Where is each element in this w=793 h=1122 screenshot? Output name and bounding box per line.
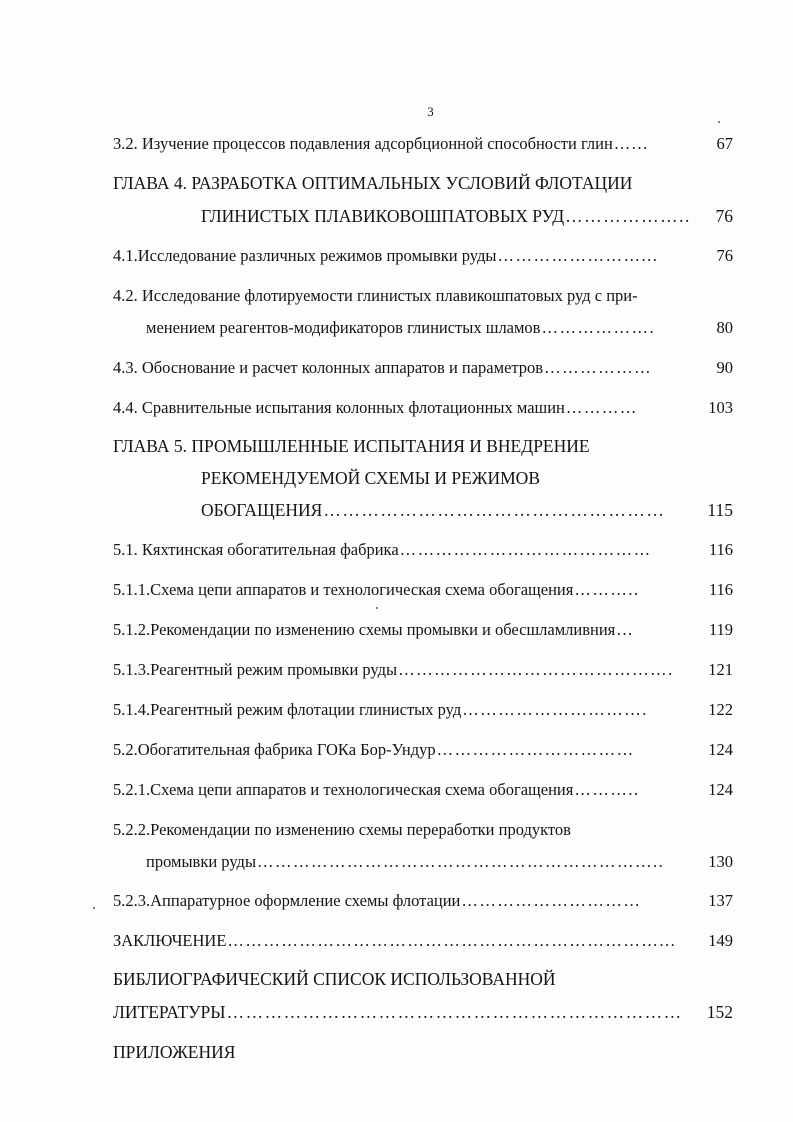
toc-chapter-title: ГЛИНИСТЫХ ПЛАВИКОВОШПАТОВЫХ РУД — [201, 206, 565, 226]
toc-page-number: 116 — [708, 540, 733, 559]
toc-leader: … — [616, 620, 635, 639]
toc-bibliography-line-1 — [113, 969, 556, 989]
toc-page-number: 119 — [708, 620, 733, 639]
toc-leader: ………………………………………. — [398, 660, 674, 679]
toc-page-number: 137 — [708, 891, 733, 910]
toc-entry-5-1-3 — [113, 660, 733, 680]
toc-entry-title: 5.2.3.Аппаратурное оформление схемы флотации — [113, 891, 461, 910]
toc-entry-title: 5.1.4.Реагентный режим флотации глинистых руд — [113, 700, 462, 719]
toc-entry-title: ЗАКЛЮЧЕНИЕ — [113, 931, 227, 950]
toc-entry-5-1-2 — [113, 620, 733, 640]
toc-chapter-title: ЛИТЕРАТУРЫ — [113, 1002, 226, 1022]
toc-bibliography-line-2 — [113, 1002, 733, 1022]
toc-entry-title: промывки руды — [146, 852, 257, 871]
toc-chapter-title: ГЛАВА 4. РАЗРАБОТКА ОПТИМАЛЬНЫХ УСЛОВИЙ ФЛОТАЦИИ — [113, 173, 633, 193]
toc-entry-title: 4.4. Сравнительные испытания колонных флотационных машин — [113, 398, 565, 417]
toc-page-number: 116 — [708, 580, 733, 599]
toc-page-number: 115 — [707, 500, 733, 520]
toc-entry-4-1 — [113, 246, 733, 266]
toc-entry-5-2-3 — [113, 891, 733, 911]
toc-chapter-title: РЕКОМЕНДУЕМОЙ СХЕМЫ И РЕЖИМОВ — [201, 468, 540, 488]
toc-leader: ……………………... — [497, 246, 659, 265]
toc-entry-title: 5.1.2.Рекомендации по изменению схемы промывки и обесшламливния — [113, 620, 616, 639]
toc-page-number: 124 — [708, 780, 733, 799]
toc-entry-title: 5.2.2.Рекомендации по изменению схемы переработки продуктов — [113, 820, 571, 839]
toc-leader: ………………………… — [461, 891, 642, 910]
toc-entry-title: 4.3. Обоснование и расчет колонных аппаратов и параметров — [113, 358, 544, 377]
toc-leader: ……………………………………………… — [323, 500, 666, 520]
toc-chapter-5-line-1 — [113, 436, 590, 456]
toc-leader: ……………………………………………………………… — [226, 1002, 683, 1022]
toc-entry-5-1-4 — [113, 700, 733, 720]
toc-entry-5-2-1 — [113, 780, 733, 800]
scan-speck — [93, 907, 95, 909]
toc-entry-title: 5.1.3.Реагентный режим промывки руды — [113, 660, 398, 679]
toc-page-number: 80 — [716, 318, 733, 337]
toc-entry-title: 5.2.Обогатительная фабрика ГОКа Бор-Ундур — [113, 740, 436, 759]
toc-leader: …………………………. — [462, 700, 648, 719]
toc-chapter-4-line-1 — [113, 173, 632, 193]
toc-entry-title: 5.1. Кяхтинская обогатительная фабрика — [113, 540, 399, 559]
toc-leader: …………………………………… — [399, 540, 652, 559]
toc-leader: ………………………………………………………………... — [227, 931, 677, 950]
toc-page-number: 121 — [708, 660, 733, 679]
toc-leader: ……………… — [544, 358, 653, 377]
toc-page-number: 67 — [716, 134, 733, 153]
toc-entry-title: 5.2.1.Схема цепи аппаратов и технологическая схема обогащения — [113, 780, 574, 799]
toc-leader: …………………………… — [436, 740, 635, 759]
toc-page-number: 124 — [708, 740, 733, 759]
toc-entry-3-2 — [113, 134, 733, 154]
toc-leader: ………………. — [541, 318, 656, 337]
toc-page-number: 152 — [706, 1002, 733, 1022]
toc-entry-title: 4.2. Исследование флотируемости глинистых плавикошпатовых руд с при- — [113, 286, 638, 305]
toc-entry-5-2-2-line-1 — [113, 820, 571, 840]
scan-speck — [718, 121, 720, 123]
toc-chapter-title: ПРИЛОЖЕНИЯ — [113, 1042, 236, 1062]
toc-page-number: 103 — [708, 398, 733, 417]
toc-chapter-title: ГЛАВА 5. ПРОМЫШЛЕННЫЕ ИСПЫТАНИЯ И ВНЕДРЕНИЕ — [113, 436, 590, 456]
toc-leader: ………… — [565, 398, 638, 417]
toc-entry-4-2-line-1 — [113, 286, 638, 306]
toc-leader: …... — [613, 134, 649, 153]
toc-page-number: 90 — [716, 358, 733, 377]
toc-page-number: 130 — [708, 852, 733, 871]
toc-chapter-title: БИБЛИОГРАФИЧЕСКИЙ СПИСОК ИСПОЛЬЗОВАННОЙ — [113, 969, 556, 989]
toc-leader: ……….. — [574, 780, 640, 799]
toc-chapter-5-line-2 — [201, 468, 540, 488]
toc-page-number: 149 — [708, 931, 733, 950]
toc-entry-5-2 — [113, 740, 733, 760]
toc-entry-5-1 — [113, 540, 733, 560]
toc-page-number: 76 — [715, 206, 733, 226]
toc-entry-5-2-2-line-2 — [146, 852, 733, 872]
toc-chapter-4-line-2 — [201, 206, 733, 226]
toc-entry-title: менением реагентов-модификаторов глинистых шламов — [146, 318, 541, 337]
toc-entry-5-1-1 — [113, 580, 733, 600]
toc-entry-4-3 — [113, 358, 733, 378]
scan-speck — [376, 607, 378, 609]
toc-entry-conclusion — [113, 931, 733, 951]
toc-entry-title: 4.1.Исследование различных режимов промывки руды — [113, 246, 497, 265]
page-number: 3 — [427, 104, 434, 119]
toc-appendices — [113, 1042, 235, 1062]
toc-entry-title: 3.2. Изучение процессов подавления адсорбционной способности глин — [113, 134, 613, 153]
toc-page-number: 76 — [716, 246, 733, 265]
toc-page-number: 122 — [708, 700, 733, 719]
toc-leader: ……….. — [574, 580, 640, 599]
toc-entry-4-2-line-2 — [146, 318, 733, 338]
toc-entry-4-4 — [113, 398, 733, 418]
toc-leader: ……………….. — [565, 206, 691, 226]
toc-chapter-title: ОБОГАЩЕНИЯ — [201, 500, 323, 520]
toc-entry-title: 5.1.1.Схема цепи аппаратов и технологическая схема обогащения — [113, 580, 574, 599]
toc-leader: ………………………………………………………….. — [257, 852, 665, 871]
toc-chapter-5-line-3 — [201, 500, 733, 520]
